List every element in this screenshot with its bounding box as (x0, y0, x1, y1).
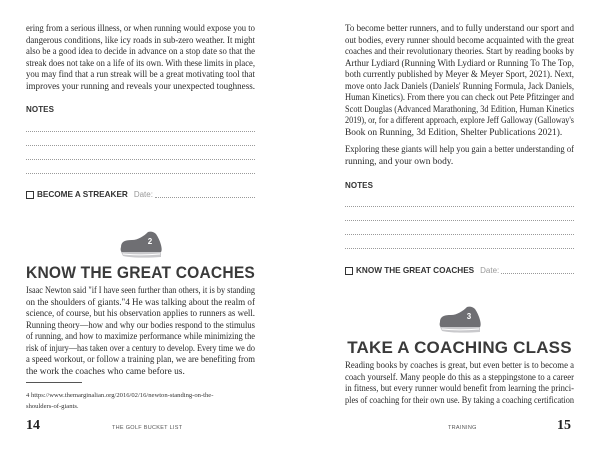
footnote-line-wrap (26, 401, 255, 412)
text-line-wrap (345, 373, 574, 385)
text-line: ples of coaching for their own use. By taking a coaching certification (345, 395, 575, 406)
text-line: the work the coaches who came before us. (26, 366, 185, 377)
text-line-wrap (26, 286, 255, 298)
text-line: Reading books by coaches is great, but even better is to become a (345, 361, 575, 371)
checkbox-title: KNOW THE GREAT COACHES (356, 266, 475, 275)
text-line: in fitness, but every runner would benefit from learning the princi- (345, 384, 574, 394)
text-line: science, of course, but his observation applies to runners as well. (26, 309, 256, 319)
section-number: 2 (147, 237, 152, 246)
text-line-wrap (345, 47, 574, 59)
text-line: streak does not take on a life of its own. With these limits in place, (26, 58, 256, 69)
running-shoe-icon (345, 306, 574, 339)
text-line: Scott Douglas (Advanced Marathoning, 3d Edition, Human Kinetics (345, 104, 574, 115)
footnote-line: shoulders-of-giants. (26, 403, 79, 410)
text-line-wrap (26, 309, 255, 321)
footnote-line[interactable]: 4 https://www.themarginalian.org/2016/02/16/newton-standing-on-the- (26, 392, 214, 399)
text-line-wrap (26, 36, 255, 48)
notes-line[interactable] (26, 145, 255, 146)
intro-paragraph (26, 24, 255, 93)
section-title-text: KNOW THE GREAT COACHES (26, 263, 255, 282)
notes-line[interactable] (26, 131, 255, 132)
notes-line[interactable] (26, 159, 255, 160)
text-line: Human Kinetics). From there you can check out Pete Pfitzinger and (345, 93, 574, 103)
right-page (300, 0, 600, 450)
text-line: To become better runners, and to fully understand our sport and (345, 24, 574, 34)
checkbox-empty-icon[interactable] (26, 191, 34, 199)
checkbox-title: BECOME A STREAKER (37, 190, 128, 199)
text-line: dangerous conditions, like icy roads in sub-zero weather. It might (26, 35, 255, 46)
body-paragraph (345, 361, 574, 407)
text-line-wrap (26, 82, 255, 94)
body-paragraph (26, 286, 255, 378)
running-shoe-icon (26, 231, 255, 264)
text-line: out bodies, every runner should become acquainted with the great (345, 35, 575, 46)
text-line: Isaac Newton said "if I have seen further than others, it is by standing (26, 286, 255, 296)
text-line: on the shoulders of giants."4 He was talking about the realm of (26, 297, 255, 308)
text-line-wrap (26, 59, 255, 71)
text-line-wrap (26, 355, 255, 367)
text-line: coach yourself. Many people do this as a steppingstone to a career (345, 372, 575, 383)
date-field[interactable] (501, 267, 574, 274)
text-line-wrap (26, 47, 255, 59)
text-line: risk of injury—has taken over a century to develop. Every time we do (26, 343, 256, 354)
notes-line[interactable] (26, 173, 255, 174)
text-line: ering from a serious illness, or when running would expose you to (26, 24, 256, 34)
text-line: Arthur Lydiard (Running With Lydiard or Running To The Top, (345, 58, 575, 69)
text-line: Book on Running, 3d Edition, Shelter Publications 2021). (345, 127, 563, 138)
text-line-wrap (26, 70, 255, 82)
text-line-wrap (26, 332, 255, 344)
page-number: 15 (557, 418, 571, 433)
checkbox-empty-icon[interactable] (345, 267, 353, 275)
footnote (26, 390, 255, 412)
date-field[interactable] (155, 191, 255, 198)
text-line: you may find that a run streak will be a great motivating tool that (26, 70, 255, 80)
text-line-wrap (345, 145, 574, 157)
section-title (345, 338, 574, 358)
text-line-wrap (26, 367, 255, 379)
bucket-checkbox-row[interactable] (345, 266, 574, 275)
text-line-wrap (26, 24, 255, 36)
section-title-text: TAKE A COACHING CLASS (347, 338, 572, 357)
text-line: improves your running and reveals your unexpected toughness. (26, 81, 255, 92)
text-line-wrap (26, 344, 255, 356)
footnote-line-wrap (26, 390, 255, 401)
text-line-wrap (345, 384, 574, 396)
notes-line[interactable] (345, 234, 574, 235)
date-label: Date: (133, 190, 153, 199)
text-line: a speed workout, or follow a training plan, we are benefiting from (26, 355, 256, 365)
text-line-wrap (345, 361, 574, 373)
closing-paragraph (345, 145, 574, 168)
text-line-wrap (26, 321, 255, 333)
text-line-wrap (345, 24, 574, 36)
footnote-divider (26, 382, 82, 383)
notes-line[interactable] (345, 206, 574, 207)
shoe-graphic (437, 306, 483, 334)
intro-paragraph (345, 24, 574, 139)
text-line: also be a good idea to decide in advance on a stop date so that the (26, 47, 255, 57)
section-title (26, 263, 255, 283)
text-line: 2019), or, for a different approach, explore Jeff Galloway (Galloway's (345, 116, 574, 126)
text-line-wrap (345, 157, 574, 169)
text-line: running, and your own body. (345, 156, 454, 167)
text-line: move onto Jack Daniels (Daniels' Running Formula, Jack Daniels, (345, 81, 574, 92)
notes-label: NOTES (26, 105, 55, 114)
text-line-wrap (345, 116, 574, 128)
text-line-wrap (345, 82, 574, 94)
text-line: coaches and their revolutionary theories. Start by reading books by (345, 47, 574, 57)
notes-line[interactable] (345, 248, 574, 249)
page-number: 14 (26, 418, 40, 433)
text-line-wrap (26, 298, 255, 310)
text-line-wrap (345, 93, 574, 105)
running-footer: THE GOLF BUCKET LIST (112, 425, 183, 431)
bucket-checkbox-row[interactable] (26, 190, 255, 199)
notes-label: NOTES (345, 181, 374, 190)
text-line: both currently published by Meyer & Meyer Sport, 2021). Next, (345, 70, 575, 80)
text-line-wrap (345, 105, 574, 117)
text-line-wrap (345, 59, 574, 71)
section-number: 3 (466, 312, 471, 321)
notes-line[interactable] (345, 220, 574, 221)
text-line-wrap (345, 396, 574, 408)
running-footer: TRAINING (448, 425, 477, 431)
text-line: Running theory—how and why our bodies respond to the stimulus (26, 320, 256, 331)
text-line-wrap (345, 36, 574, 48)
text-line: Exploring these giants will help you gain a better understanding of (345, 145, 575, 155)
text-line-wrap (345, 128, 574, 140)
shoe-graphic (118, 231, 164, 259)
date-label: Date: (480, 266, 500, 275)
text-line: of running, and how to maximize performance while minimizing the (26, 332, 255, 342)
text-line-wrap (345, 70, 574, 82)
